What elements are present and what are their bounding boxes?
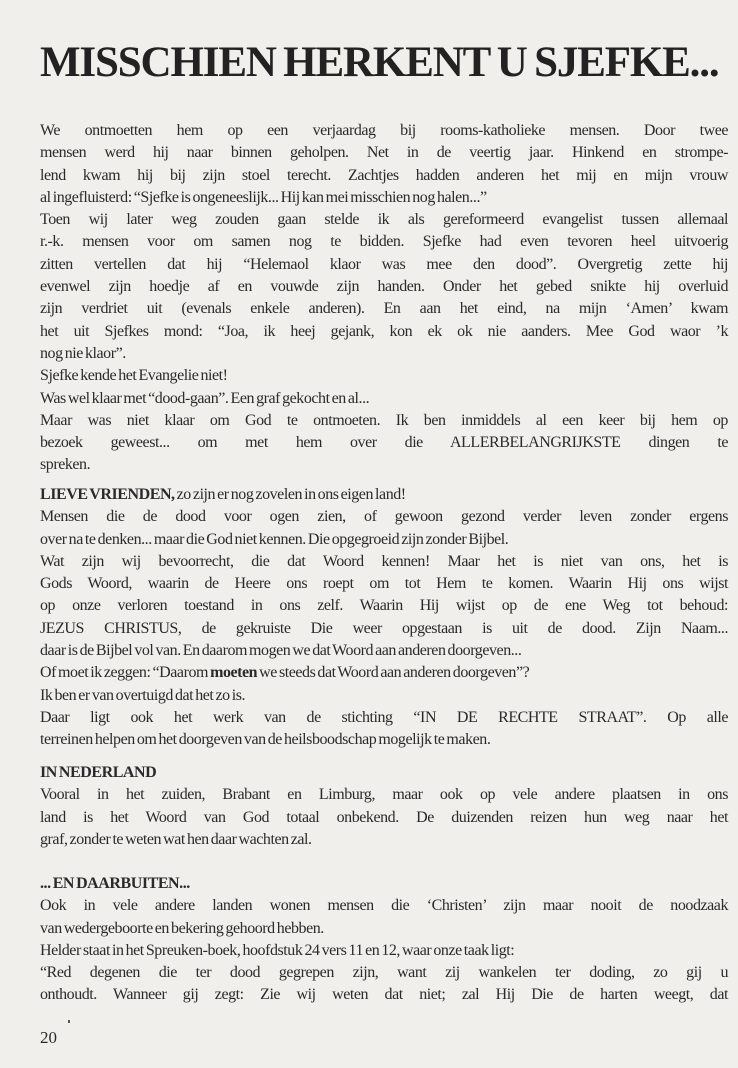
text-line: JEZUS CHRISTUS, de gekruiste Die weer opgestaan is uit de dood. Zijn Naam... xyxy=(40,619,728,637)
text-line: We ontmoetten hem op een verjaardag bij rooms-katholieke mensen. Door twee xyxy=(40,122,728,139)
section-en-daarbuiten xyxy=(40,873,728,1007)
text-line: het uit Sjefkes mond: “Joa, ik heej gejank, kon ek ok nie aanders. Mee God waor ’k xyxy=(40,322,728,340)
text-line: evenwel zijn hoedje af en vouwde zijn handen. Onder het gebed snikte hij overluid xyxy=(40,278,728,296)
text-line: Ik ben er van overtuigd dat het zo is. xyxy=(40,686,246,704)
text-line: op onze verloren toestand in ons zelf. Waarin Hij wijst op de ene Weg tot behoud: xyxy=(40,597,728,615)
lead-text: zo zijn er nog zovelen in ons eigen land! xyxy=(174,486,406,503)
text-line: zitten vertellen dat hij “Helemaol klaor was mee den dood”. Overgretig zette hij xyxy=(40,255,728,273)
text-line: “Red degenen die ter dood gegrepen zijn, want zij wankelen ter doding, zo gij u xyxy=(40,964,728,982)
text-span: we steeds dat Woord aan anderen doorgeven”? xyxy=(257,664,530,682)
text-line: zijn verdriet uit (evenals enkele anderen). En aan het eind, na mijn ‘Amen’ kwam xyxy=(40,300,728,318)
text-line: spreken. xyxy=(40,456,91,474)
text-line: Maar was niet klaar om God te ontmoeten. Ik ben inmiddels al een keer bij hem op xyxy=(40,411,728,429)
page-title: MISSCHIEN HERKENT U SJEFKE... xyxy=(40,39,719,86)
page-number: 20 xyxy=(40,1028,57,1047)
section-in-nederland xyxy=(40,762,728,851)
section-lieve-vrienden xyxy=(40,484,728,752)
text-span: Of moet ik zeggen: “Daarom xyxy=(40,664,211,682)
section-heading: ... EN DAARBUITEN... xyxy=(40,875,190,892)
text-line: lend kwam hij bij zijn stoel terecht. Zachtjes hadden anderen het mij en mijn vrouw xyxy=(40,166,728,184)
text-line: Vooral in het zuiden, Brabant en Limburg, maar ook op vele andere plaatsen in ons xyxy=(40,786,728,804)
emphasis: moeten xyxy=(210,664,258,682)
text-line: nog nie klaor”. xyxy=(40,344,126,362)
print-speck xyxy=(68,1020,70,1023)
text-line: Gods Woord, waarin de Heere ons roept om tot Hem te komen. Waarin Hij ons wijst xyxy=(40,575,728,593)
text-line: daar is de Bijbel vol van. En daarom mogen we dat Woord aan anderen doorgeven... xyxy=(40,642,522,660)
section-lead: LIEVE VRIENDEN, xyxy=(40,486,175,503)
text-line: Mensen die de dood voor ogen zien, of gewoon gezond verder leven zonder ergens xyxy=(40,508,728,526)
text-line: Sjefke kende het Evangelie niet! xyxy=(40,367,228,385)
text-line xyxy=(40,484,728,506)
text-line: over na te denken... maar die God niet kennen. Die opgegroeid zijn zonder Bijbel. xyxy=(40,530,509,548)
section-heading: IN NEDERLAND xyxy=(40,764,157,781)
text-line: Toen wij later weg zouden gaan stelde ik als gereformeerd evangelist tussen allemaal xyxy=(40,211,728,229)
text-line: land is het Woord van God totaal onbekend. De duizenden reizen hun weg naar het xyxy=(40,808,728,826)
article-body xyxy=(40,120,728,477)
text-line: graf, zonder te weten wat hen daar wachten zal. xyxy=(40,830,312,848)
text-line: Ook in vele andere landen wonen mensen die ‘Christen’ zijn maar nooit de noodzaak xyxy=(40,897,728,915)
text-line: Helder staat in het Spreuken-boek, hoofdstuk 24 vers 11 en 12, waar onze taak ligt: xyxy=(40,941,515,959)
text-line: Daar ligt ook het werk van de stichting “IN DE RECHTE STRAAT”. Op alle xyxy=(40,708,728,726)
text-line: van wedergeboorte en bekering gehoord hebben. xyxy=(40,919,324,937)
text-line xyxy=(40,662,728,684)
text-line: Wat zijn wij bevoorrecht, die dat Woord kennen! Maar het is niet van ons, het is xyxy=(40,552,728,570)
text-line: mensen werd hij naar binnen geholpen. Net in de veertig jaar. Hinkend en strompe- xyxy=(40,144,728,162)
text-line: onthoudt. Wanneer gij zegt: Zie wij weten dat niet; zal Hij Die de harten weegt, dat xyxy=(40,986,728,1004)
text-line: al ingefluisterd: “Sjefke is ongeneeslijk... Hij kan mei misschien nog halen...” xyxy=(40,188,487,206)
text-line: terreinen helpen om het doorgeven van de heilsboodschap mogelijk te maken. xyxy=(40,731,491,749)
text-line: bezoek geweest... om met hem over die ALLERBELANGRIJKSTE dingen te xyxy=(40,434,728,452)
text-line: r.-k. mensen voor om samen nog te bidden. Sjefke had even tevoren heel uitvoerig xyxy=(40,233,728,251)
text-line: Was wel klaar met “dood-gaan”. Een graf gekocht en al... xyxy=(40,389,370,407)
